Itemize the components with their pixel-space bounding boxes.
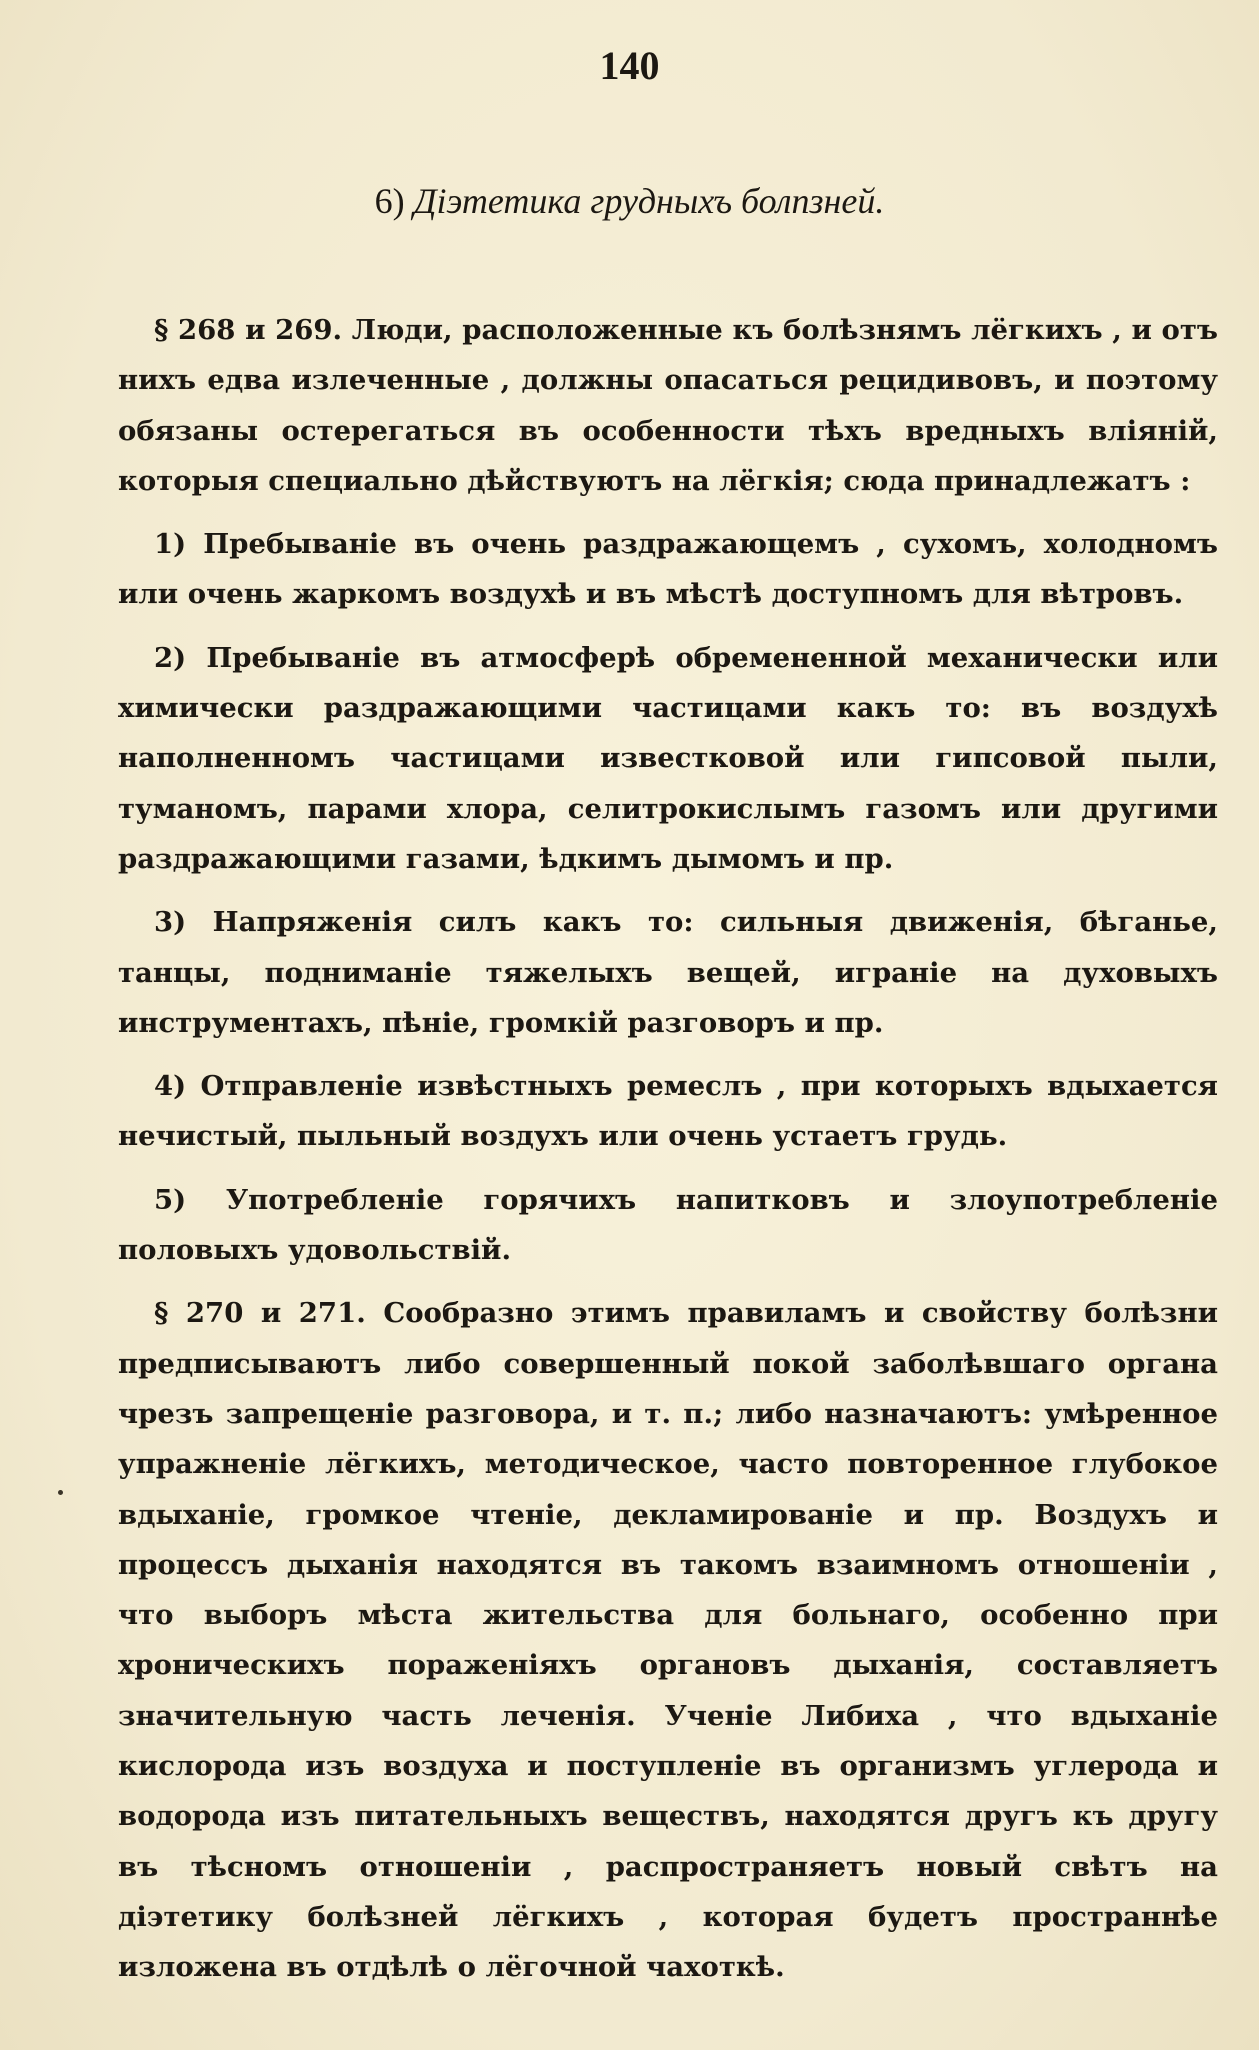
list-item-5: 5) Употребленіе горячихъ напитковъ и злоупотребленіе половыхъ удовольствій. — [118, 1183, 1218, 1267]
section-title-text: Діэтетика грудныхъ болпзней. — [413, 181, 885, 221]
list-item-4: 4) Отправленіе извѣстныхъ ремеслъ , при которыхъ вдыхается нечистый, пыльный воздухъ или очень устаетъ грудь. — [118, 1070, 1218, 1153]
paragraph-268-269: § 268 и 269. Люди, расположенные къ болѣзнямъ лёгкихъ , и отъ нихъ едва излеченные , должны опасаться рецидивовъ, и поэтому обязаны остерегаться въ особенности тѣхъ вредныхъ вліяній, которыя специально дѣйствуютъ на лёгкія; сюда принадлежатъ : — [118, 314, 1218, 497]
section-title — [0, 180, 1259, 222]
section-marker: 6) — [374, 181, 405, 221]
list-item-1: 1) Пребываніе въ очень раздражающемъ , сухомъ, холодномъ или очень жаркомъ воздухѣ и въ мѣстѣ доступномъ для вѣтровъ. — [118, 528, 1218, 611]
body-text — [118, 305, 1218, 1993]
list-item-3: 3) Напряженія силъ какъ то: сильныя движенія, бѣганье, танцы, подниманіе тяжелыхъ вещей, играніе на духовыхъ инструментахъ, пѣніе, громкій разговоръ и пр. — [118, 906, 1218, 1039]
list-item-2: 2) Пребываніе въ атмосферѣ обремененной механически или химически раздражающими частицами какъ то: въ воздухѣ наполненномъ частицами известковой или гипсовой пыли, туманомъ, парами хлора, селитрокислымъ газомъ или другими раздражающими газами, ѣдкимъ дымомъ и пр. — [118, 641, 1218, 875]
paragraph-270-271: § 270 и 271. Сообразно этимъ правиламъ и свойству болѣзни предписываютъ либо совершенный покой заболѣвшаго органа чрезъ запрещеніе разговора, и т. п.; либо назначаютъ: умѣренное упражненіе лёгкихъ, методическое, часто повторенное глубокое вдыханіе, громкое чтеніе, декламированіе и пр. Воздухъ и процессъ дыханія находятся въ такомъ взаимномъ отношеніи , что выборъ мѣста жительства для больнаго, особенно при хроническихъ пораженіяхъ органовъ дыханія, составляетъ значительную часть леченія. Ученіе Либиха , что вдыханіе кислорода изъ воздуха и поступленіе въ организмъ углерода и водорода изъ питательныхъ веществъ, находятся другъ къ другу въ тѣсномъ отношеніи , распространяетъ новый свѣтъ на діэтетику болѣзней лёгкихъ , которая будетъ пространнѣе изложена въ отдѣлѣ о лёгочной чахоткѣ. — [118, 1297, 1218, 1984]
page-number: 140 — [599, 43, 660, 88]
ink-dot-mark — [58, 1490, 63, 1495]
